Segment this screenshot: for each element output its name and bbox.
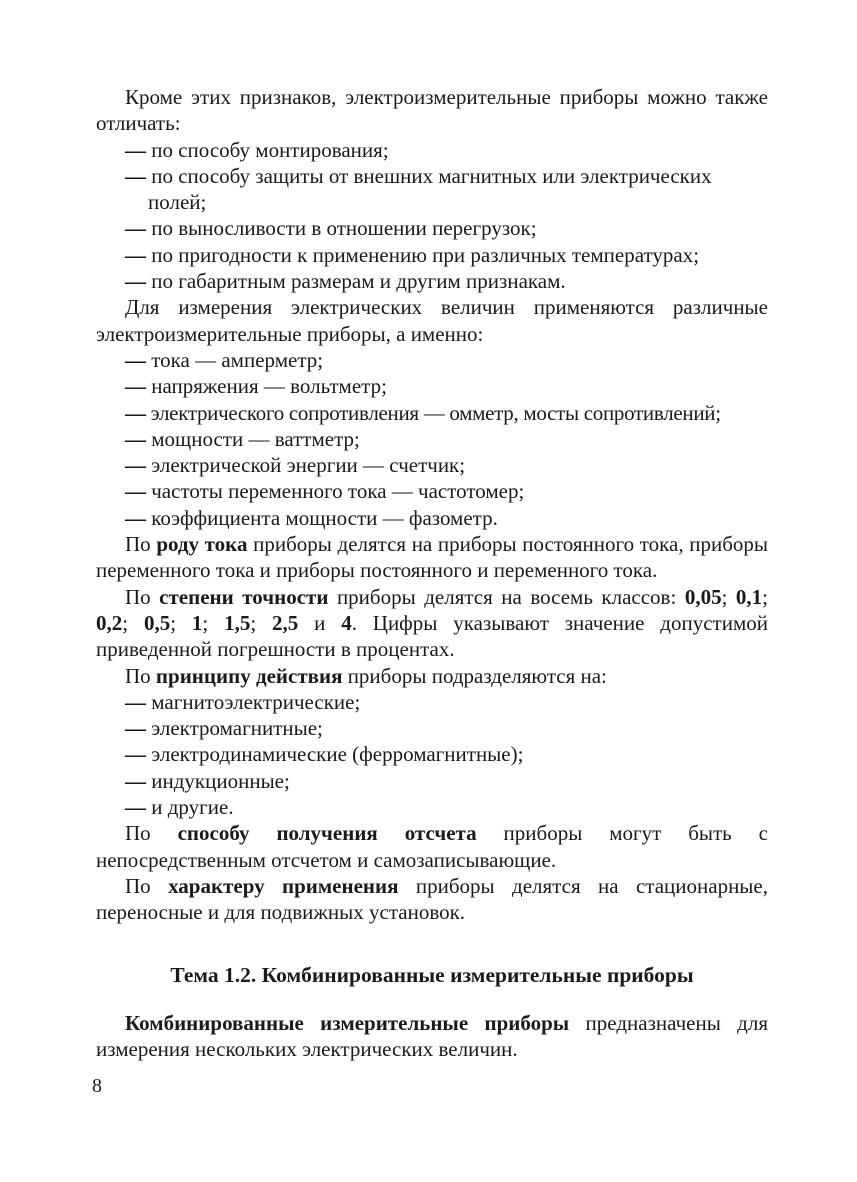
accuracy-class: 0,05	[684, 584, 722, 609]
page-body	[96, 84, 768, 1062]
list-item: — электрического сопротивления — омметр, мосты сопротивлений;	[125, 400, 721, 425]
list-item: — индукционные;	[125, 768, 290, 793]
dash-marker: —	[125, 216, 146, 241]
list-item: — электрической энергии — счетчик;	[125, 453, 466, 478]
accuracy-class: 4	[341, 610, 352, 635]
term-combined-instruments: Комбинированные измерительные приборы	[125, 1010, 570, 1035]
dash-marker: —	[125, 347, 146, 372]
term-application: характеру применения	[168, 873, 399, 898]
list-item: — напряжения — вольтметр;	[125, 374, 387, 399]
accuracy-class: 1	[191, 610, 203, 635]
dash-marker: —	[125, 505, 146, 530]
principle-list	[96, 689, 768, 820]
list-item: — по выносливости в отношении перегрузок;	[125, 216, 537, 241]
dash-marker: —	[125, 374, 146, 399]
list-item: — по способу монтирования;	[125, 137, 389, 162]
term-accuracy: степени точности	[159, 584, 329, 609]
list-item: — и другие.	[125, 795, 234, 820]
dash-marker: —	[125, 768, 146, 793]
accuracy-paragraph: По степени точности приборы делятся на восемь классов: 0,05; 0,1; 0,2; 0,5; 1; 1,5; 2,5 и 4. Цифры указывают значение допустимой приведенной погрешности в процентах.	[96, 584, 768, 662]
list-item: — по способу защиты от внешних магнитных или электрических полей;	[125, 163, 712, 215]
intro-list	[96, 137, 768, 295]
dash-marker: —	[125, 479, 146, 504]
accuracy-class: 1,5	[224, 610, 251, 635]
list-item: — магнитоэлектрические;	[125, 689, 361, 714]
dash-marker: —	[125, 163, 146, 188]
dash-marker: —	[125, 689, 146, 714]
dash-marker: —	[125, 137, 146, 162]
list-item: — по габаритным размерам и другим признакам.	[125, 269, 566, 294]
measurement-paragraph: Для измерения электрических величин применяются различные электроизмерительные приборы, а именно:	[96, 295, 768, 346]
dash-marker: —	[125, 426, 146, 451]
accuracy-class: 2,5	[272, 610, 299, 635]
dash-marker: —	[125, 742, 146, 767]
topic-paragraph: Комбинированные измерительные приборы предназначены для измерения нескольких электрических величин.	[96, 1010, 768, 1062]
application-paragraph: По характеру применения приборы делятся на стационарные, переносные и для подвижных установок.	[96, 873, 768, 925]
term-reading: способу получения отсчета	[177, 821, 477, 846]
accuracy-class: 0,2	[96, 610, 123, 635]
accuracy-class: 0,5	[143, 610, 171, 635]
intro-paragraph: Кроме этих признаков, электроизмерительные приборы можно также отличать:	[96, 85, 768, 136]
page-number: 8	[92, 1075, 102, 1097]
dash-marker: —	[125, 795, 146, 820]
list-item: — частоты переменного тока — частотомер;	[125, 479, 525, 504]
list-item: — мощности — ваттметр;	[125, 426, 360, 451]
term-current-kind: роду тока	[156, 532, 248, 557]
list-item: — электромагнитные;	[125, 716, 323, 741]
accuracy-class: 0,1	[735, 584, 763, 609]
dash-marker: —	[125, 453, 146, 478]
section-heading: Тема 1.2. Комбинированные измерительные приборы	[170, 962, 694, 987]
dash-marker: —	[125, 242, 146, 267]
list-item: — тока — амперметр;	[125, 347, 324, 372]
measurement-list	[96, 347, 768, 531]
current-kind-paragraph: По роду тока приборы делятся на приборы постоянного тока, приборы переменного тока и приборы постоянного и переменного тока.	[96, 532, 768, 583]
dash-marker: —	[125, 400, 146, 425]
list-item: — по пригодности к применению при различных температурах;	[125, 242, 700, 267]
reading-paragraph: По способу получения отсчета приборы могут быть с непосредственным отсчетом и самозаписывающие.	[96, 821, 768, 872]
dash-marker: —	[125, 269, 146, 294]
term-principle: принципу действия	[155, 663, 343, 688]
list-item: — электродинамические (ферромагнитные);	[125, 742, 524, 767]
dash-marker: —	[125, 716, 146, 741]
principle-paragraph: По принципу действия приборы подразделяются на:	[125, 663, 607, 688]
list-item: — коэффициента мощности — фазометр.	[125, 505, 498, 530]
